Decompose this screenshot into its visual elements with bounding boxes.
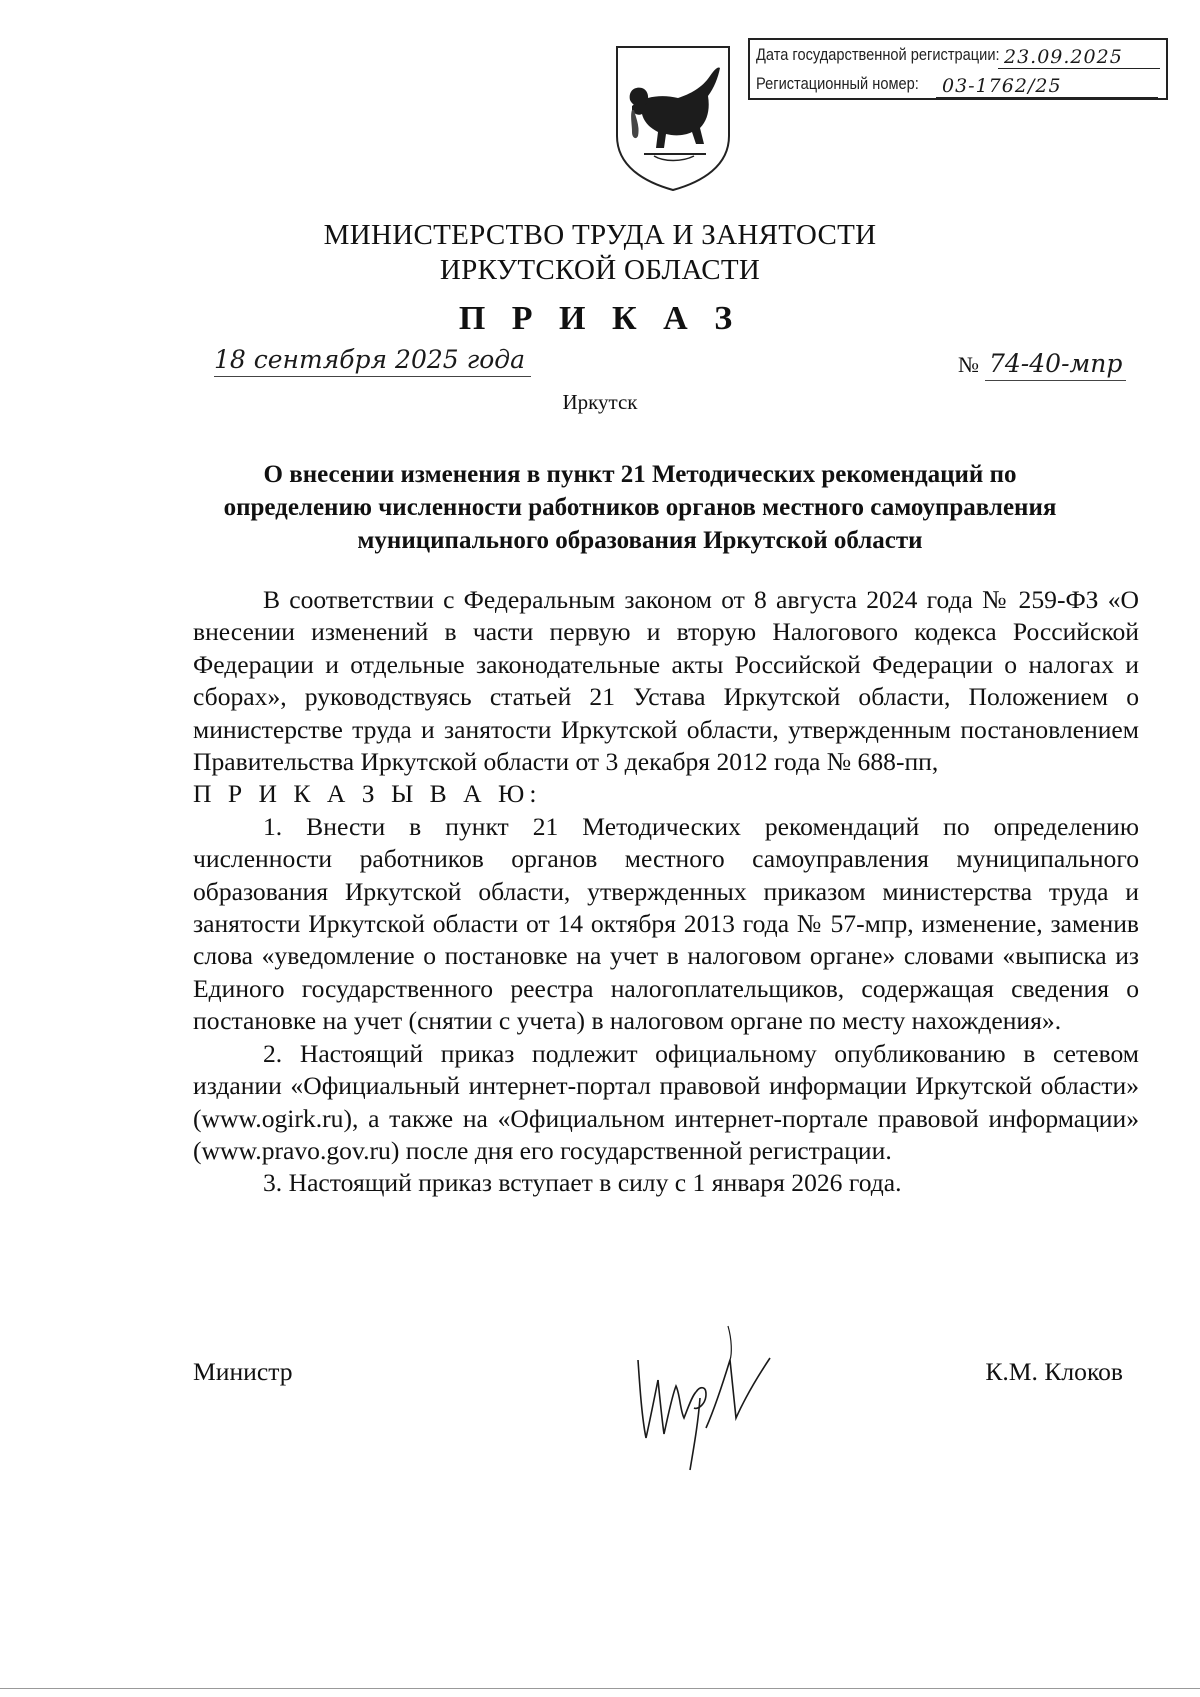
document-title: О внесении изменения в пункт 21 Методических рекомендаций по определению численности работников органов местного самоуправления муниципального образования Иркутской области [223,461,1057,554]
registration-number-value: 03-1762/25 [936,75,1158,98]
order-item-2: 2. Настоящий приказ подлежит официальному опубликованию в сетевом издании «Официальный интернет-портал правовой информации Иркутской области» (www.ogirk.ru), а также на «Официальном интернет-портале правовой информации» (www.pravo.gov.ru) после дня его государственной регистрации. [193,1038,1139,1165]
handwritten-signature [610,1320,800,1480]
signatory-position: Министр [193,1357,293,1386]
order-date: 18 сентября 2025 года [214,345,531,377]
order-number-value: 74-40-мпр [985,349,1126,381]
signatory-name: К.М. Клоков [985,1357,1123,1386]
document-type: П Р И К А З [458,300,742,337]
document-body [193,584,1139,1200]
order-item-3: 3. Настоящий приказ вступает в силу с 1 января 2026 года. [263,1168,902,1198]
coat-of-arms-icon [614,44,732,192]
order-number-prefix: № [958,352,979,377]
page-bottom-divider [0,1688,1200,1689]
city: Иркутск [562,390,638,414]
registration-number-row [756,74,1160,100]
registration-date-value: 23.09.2025 [998,46,1160,69]
preamble-paragraph: В соответствии с Федеральным законом от 8 августа 2024 года № 259-ФЗ «О внесении изменений в части первую и вторую Налогового кодекса Российской Федерации и отдельные законодательные акты Российской Федерации о налогах и сборах», руководствуясь статьей 21 Устава Иркутской области, Положением о министерстве труда и занятости Иркутской области, утвержденным постановлением Правительства Иркутской области от 3 декабря 2012 года № 688-пп, [193,585,1139,777]
registration-number-label: Регистационный номер: [756,74,919,93]
registration-stamp [748,38,1168,100]
registration-date-row [756,45,1160,71]
ministry-name-line1: МИНИСТЕРСТВО ТРУДА И ЗАНЯТОСТИ [323,219,877,251]
order-item-1: 1. Внести в пункт 21 Методических рекомендаций по определению численности работников органов местного самоуправления муниципального образования Иркутской области, утвержденных приказом министерства труда и занятости Иркутской области от 14 октября 2013 года № 57-мпр, изменение, заменив слова «уведомление о постановке на учет в налоговом органе» словами «выписка из Единого государственного реестра налогоплательщиков, содержащая сведения о постановке на учет (снятии с учета) в налоговом органе по месту нахождения». [193,811,1139,1036]
order-word: П Р И К А З Ы В А Ю: [193,779,542,809]
registration-date-label: Дата государственной регистрации: [756,45,1000,64]
order-number [958,349,1126,378]
ministry-name-line2: ИРКУТСКОЙ ОБЛАСТИ [439,254,761,286]
